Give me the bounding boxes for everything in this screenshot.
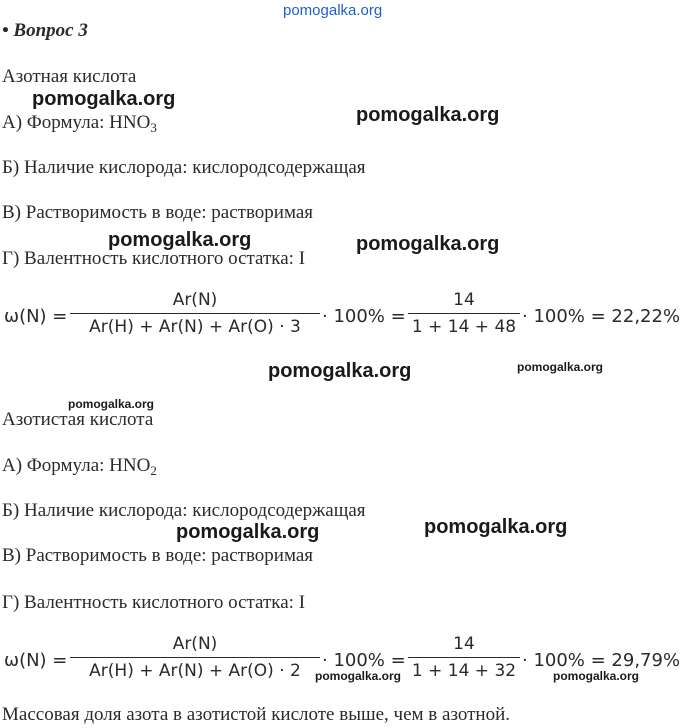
acid2-formula: [2, 455, 157, 477]
eq1-numerator2: 14: [453, 290, 475, 310]
eq1-result: · 100% = 22,22%: [522, 306, 680, 327]
watermark-9: pomogalka.org: [424, 516, 568, 538]
eq2-fraction2-bar: [408, 657, 520, 658]
watermark-3: pomogalka.org: [108, 229, 252, 251]
acid2-oxygen: Б) Наличие кислорода: кислородсодержащая: [2, 500, 366, 521]
watermark-1: pomogalka.org: [32, 88, 176, 110]
eq1-denominator2: 1 + 14 + 48: [411, 317, 517, 337]
eq1-fraction: [70, 290, 320, 337]
acid1-title: Азотная кислота: [2, 66, 137, 87]
acid2-solubility: В) Растворимость в воде: растворимая: [2, 545, 314, 566]
acid2-formula-sub: 2: [150, 463, 157, 478]
eq2-denominator2: 1 + 14 + 32: [411, 661, 517, 681]
acid2-title: Азотистая кислота: [2, 409, 154, 430]
conclusion: Массовая доля азота в азотистой кислоте выше, чем в азотной.: [2, 704, 510, 725]
eq1-mid: · 100% =: [322, 306, 406, 327]
watermark-10: pomogalka.org: [315, 669, 402, 683]
eq2-mid: · 100% =: [322, 650, 406, 671]
eq1-denominator: Ar(H) + Ar(N) + Ar(O) · 3: [89, 317, 301, 337]
acid2-formula-label: А) Формула: HNO: [2, 455, 151, 476]
eq2-denominator: Ar(H) + Ar(N) + Ar(O) · 2: [89, 661, 301, 681]
eq2-numerator: Ar(N): [172, 634, 218, 654]
eq2-lhs: ω(N) =: [4, 650, 68, 671]
acid1-formula-label: А) Формула: HNO: [2, 112, 151, 133]
watermark-8: pomogalka.org: [176, 521, 320, 543]
acid2-valence: Г) Валентность кислотного остатка: I: [2, 592, 306, 613]
acid1-solubility: В) Растворимость в воде: растворимая: [2, 202, 314, 223]
watermark-link-top[interactable]: pomogalka.org: [283, 2, 383, 19]
eq2-result: · 100% = 29,79%: [522, 650, 680, 671]
eq1-numerator: Ar(N): [172, 290, 218, 310]
watermark-4: pomogalka.org: [356, 233, 500, 255]
eq2-fraction-bar: [70, 657, 320, 658]
eq1-fraction2: [408, 290, 520, 337]
question-heading: • Вопрос 3: [2, 20, 88, 41]
watermark-6: pomogalka.org: [517, 360, 604, 374]
watermark-7: pomogalka.org: [68, 397, 155, 411]
eq1-fraction-bar: [70, 313, 320, 314]
eq2-fraction: [70, 634, 320, 681]
acid1-formula-sub: 3: [150, 120, 157, 135]
eq2-numerator2: 14: [453, 634, 475, 654]
acid1-oxygen: Б) Наличие кислорода: кислородсодержащая: [2, 157, 366, 178]
eq1-lhs: ω(N) =: [4, 306, 68, 327]
acid1-valence: Г) Валентность кислотного остатка: I: [2, 248, 306, 269]
acid1-formula: [2, 112, 157, 134]
watermark-2: pomogalka.org: [356, 104, 500, 126]
watermark-5: pomogalka.org: [268, 360, 412, 382]
eq2-fraction2: [408, 634, 520, 681]
eq1-fraction2-bar: [408, 313, 520, 314]
watermark-11: pomogalka.org: [553, 669, 640, 683]
